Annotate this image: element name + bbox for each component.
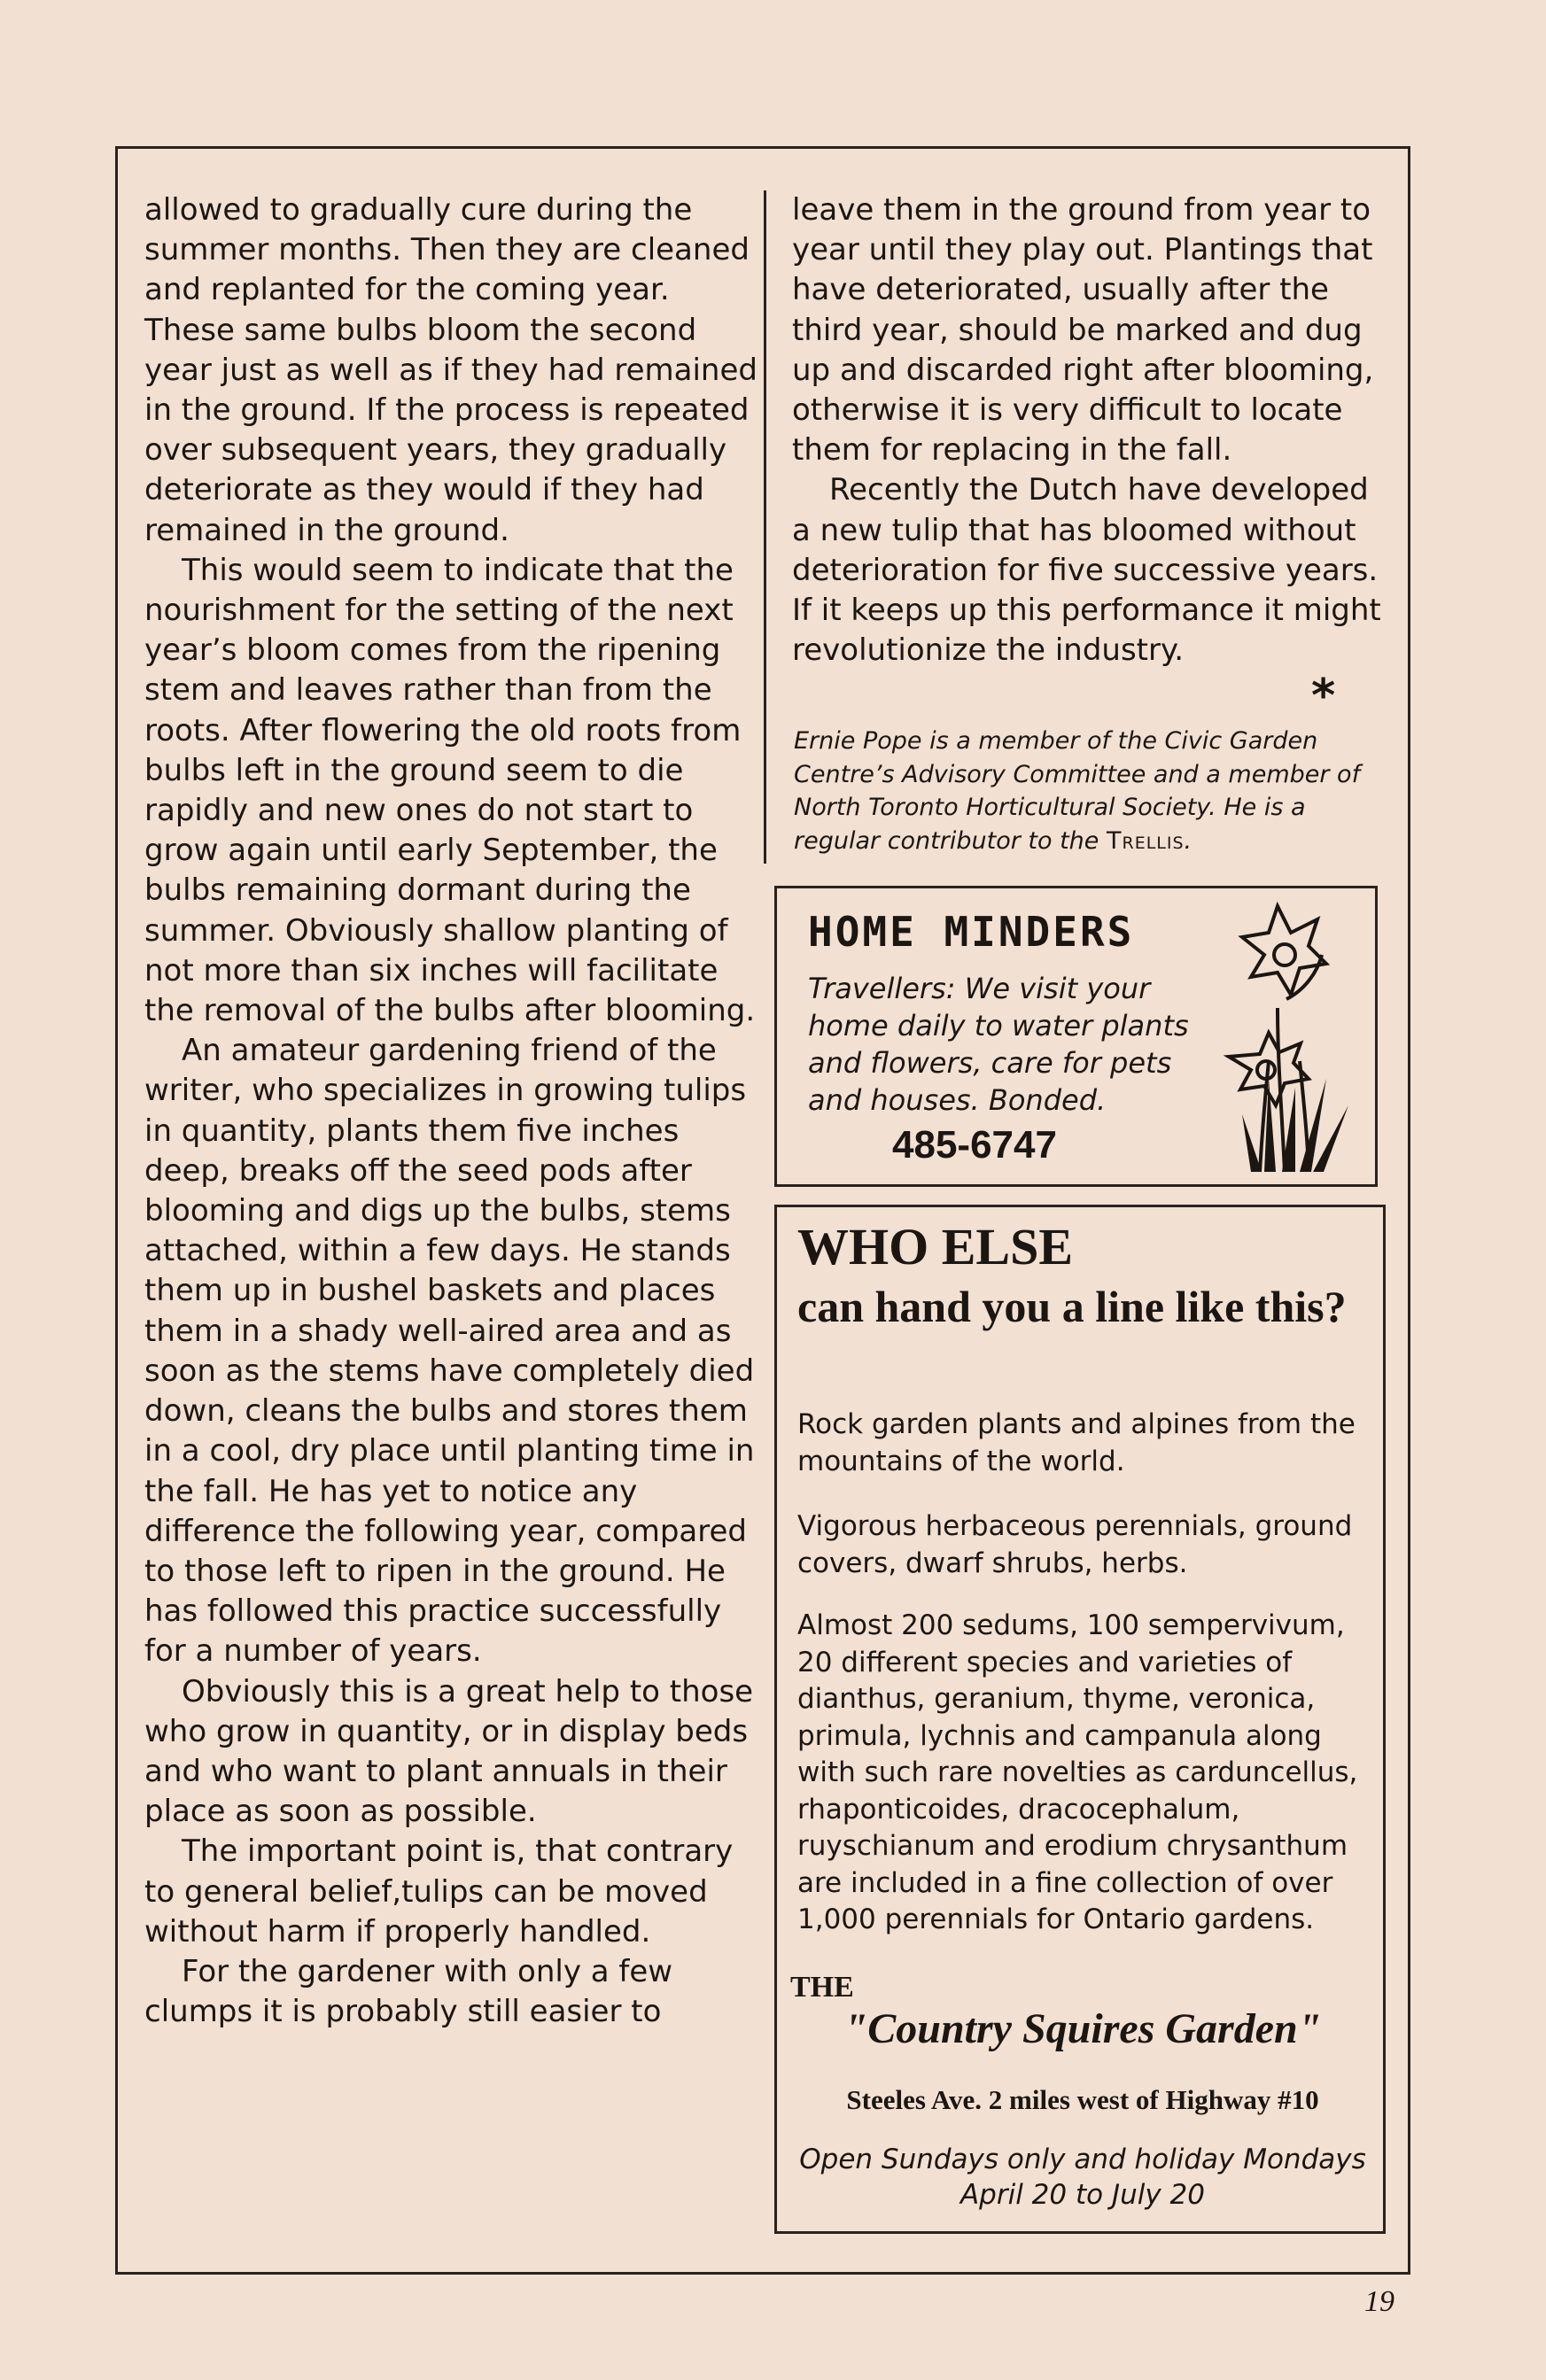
ad-headline: WHO ELSE [797,1218,1074,1275]
author-bio-text: Ernie Pope is a member of the Civic Garden Centre’s Advisory Committee and a member of North Toronto Horticultural Society. He is a regular contributor to the [794,727,1361,855]
article-right-column [792,190,1395,671]
business-address: Steeles Ave. 2 miles west of Highway #10 [846,2084,1319,2115]
home-minders-ad [774,886,1378,1187]
ad-paragraph: Vigorous herbaceous perennials, ground covers, dwarf shrubs, herbs. [797,1510,1353,1579]
ad-subheadline: can hand you a line like this? [797,1282,1347,1331]
daffodil-icon [1216,902,1366,1176]
publication-name: Trellis [1107,826,1185,855]
column-divider [764,190,766,864]
article-paragraph: allowed to gradually cure during the summer months. Then they are cleaned and replanted for the coming year. These same bulbs bloom the second year just as well as if they had remained in the ground. If the process is repeated over subsequent years, they gradually deteriorate as they would if they had remained in the ground. [144,192,757,548]
article-left-column [144,190,765,2032]
article-paragraph: The important point is, that contrary to general belief,tulips can be moved without harm if properly handled. [144,1833,734,1950]
end-mark-icon: * [1311,670,1336,723]
author-bio-end: . [1184,826,1193,855]
ad-the-label: THE [790,1971,854,2004]
business-hours [777,2142,1388,2213]
hours-line: Open Sundays only and holiday Mondays [799,2144,1366,2175]
home-minders-phone: 485-6747 [892,1123,1057,1167]
country-squires-ad [774,1205,1386,2234]
article-paragraph: Obviously this is a great help to those who grow in quantity, or in display beds and who want to plant annuals in their place as soon as possible. [144,1673,754,1830]
article-paragraph: Recently the Dutch have developed a new tulip that has bloomed without deterioration for five successive years. If it keeps up this performance it might revolutionize the industry. [792,472,1381,669]
home-minders-title: HOME MINDERS [808,908,1135,956]
article-paragraph: An amateur gardening friend of the writer, who specializes in growing tulips in quantity, plants them five inches deep, breaks off the seed pods after blooming and digs up the bulbs, stems attached, within a few days. He stands them up in bushel baskets and places them in a shady well-aired area and as soon as the stems have completely died down, cleans the bulbs and stores them in a cool, dry place until planting time in the fall. He has yet to notice any difference the following year, compared to those left to ripen in the ground. He has followed this practice successfully for a number of years. [144,1033,755,1670]
business-name: "Country Squires Garden" [843,2005,1322,2052]
page-number: 19 [1364,2285,1395,2318]
ad-paragraph: Rock garden plants and alpines from the mountains of the world. [797,1408,1356,1477]
article-paragraph: This would seem to indicate that the nourishment for the setting of the next year’s bloom comes from the ripening stem and leaves rather than from the roots. After flowering the old roots from bulbs left in the ground seem to die rapidly and new ones do not start to grow again until early September, the bulbs remaining dormant during the summer. Obviously shallow planting of not more than six inches will facilitate the removal of the bulbs after blooming. [144,552,756,1029]
hours-line: April 20 to July 20 [959,2179,1206,2211]
article-paragraph: leave them in the ground from year to year until they play out. Plantings that have deteriorated, usually after the third year, should be marked and dug up and discarded right after blooming, otherwise it is very difficult to locate them for replacing in the fall. [792,192,1374,469]
author-bio [794,725,1396,857]
article-paragraph: For the gardener with only a few clumps it is probably still easier to [144,1953,673,2030]
ad-paragraph: Almost 200 sedums, 100 sempervivum, 20 different species and varieties of dianthus, geranium, thyme, veronica, primula, lychnis and campanula along with such rare novelties as carduncellus, rhaponticoides, dracocephalum, ruyschianum and erodium chrysanthum are included in a fine collection of over 1,000 perennials for Ontario gardens. [797,1609,1358,1935]
home-minders-body: Travellers: We visit your home daily to water plants and flowers, care for pets and houses. Bonded. [808,972,1189,1117]
